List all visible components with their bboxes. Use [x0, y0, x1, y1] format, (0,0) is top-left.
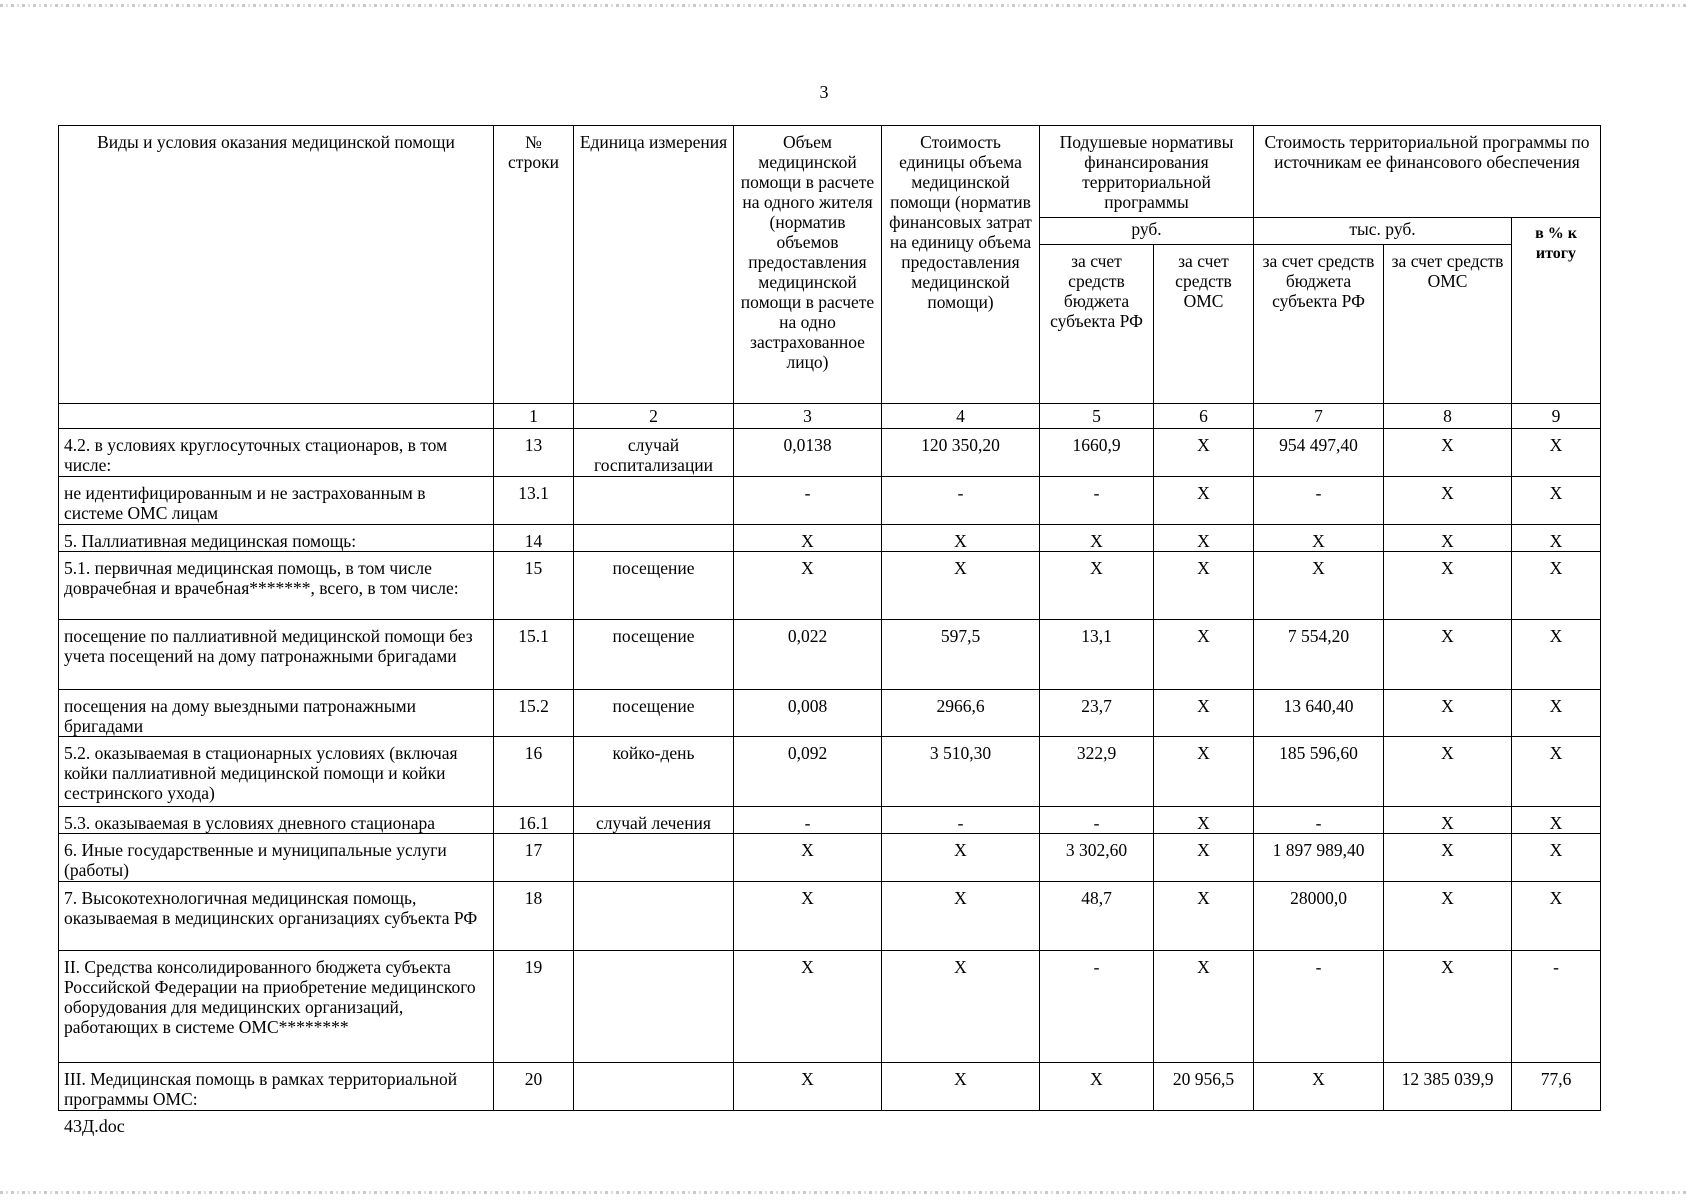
column-number [59, 404, 494, 429]
row-line: 16.1 [494, 807, 574, 834]
row-unit: случай лечения [574, 807, 734, 834]
row-unit: посещение [574, 552, 734, 620]
table-row [59, 552, 1601, 620]
row-cost: Х [882, 834, 1040, 882]
column-number: 3 [734, 404, 882, 429]
row-percent: 77,6 [1512, 1063, 1601, 1111]
header-percent-of-total: в % к итогу [1512, 218, 1601, 404]
row-pc-oms: Х [1154, 620, 1254, 690]
row-cost: Х [882, 525, 1040, 552]
row-unit: койко-день [574, 737, 734, 807]
row-tp-oms: Х [1384, 525, 1512, 552]
row-tp-budget: Х [1254, 552, 1384, 620]
row-pc-oms: Х [1154, 525, 1254, 552]
row-percent: Х [1512, 620, 1601, 690]
row-pc-oms: Х [1154, 690, 1254, 737]
row-tp-oms: Х [1384, 477, 1512, 525]
row-unit [574, 1063, 734, 1111]
row-tp-oms: 12 385 039,9 [1384, 1063, 1512, 1111]
row-tp-budget: - [1254, 951, 1384, 1063]
row-volume: Х [734, 1063, 882, 1111]
row-pc-budget: Х [1040, 552, 1154, 620]
table-row [59, 477, 1601, 525]
row-unit [574, 951, 734, 1063]
row-pc-budget: 3 302,60 [1040, 834, 1154, 882]
row-pc-oms: Х [1154, 477, 1254, 525]
row-pc-budget: - [1040, 951, 1154, 1063]
row-pc-budget: 322,9 [1040, 737, 1154, 807]
header-program-cost-group: Стоимость территориальной программы по источникам ее финансового обеспечения [1254, 126, 1601, 218]
row-line: 13.1 [494, 477, 574, 525]
row-pc-budget: Х [1040, 525, 1154, 552]
row-pc-oms: Х [1154, 951, 1254, 1063]
table-row [59, 429, 1601, 477]
row-tp-oms: Х [1384, 620, 1512, 690]
row-pc-oms: Х [1154, 429, 1254, 477]
row-percent: Х [1512, 737, 1601, 807]
header-tp-oms: за счет средств ОМС [1384, 245, 1512, 404]
row-volume: 0,022 [734, 620, 882, 690]
table-row [59, 620, 1601, 690]
row-cost: Х [882, 1063, 1040, 1111]
row-pc-budget: Х [1040, 1063, 1154, 1111]
row-tp-oms: Х [1384, 737, 1512, 807]
row-name: посещения на дому выездными патронажными бригадами [59, 690, 494, 737]
row-name: 5.1. первичная медицинская помощь, в том числе доврачебная и врачебная*******, всего, в том числе: [59, 552, 494, 620]
row-pc-oms: Х [1154, 552, 1254, 620]
row-name: 5.2. оказываемая в стационарных условиях (включая койки паллиативной медицинской помощи и койки сестринского ухода) [59, 737, 494, 807]
row-tp-budget: - [1254, 807, 1384, 834]
row-volume: Х [734, 882, 882, 951]
row-unit [574, 882, 734, 951]
row-volume: 0,008 [734, 690, 882, 737]
column-number: 2 [574, 404, 734, 429]
row-percent: Х [1512, 552, 1601, 620]
row-tp-budget: 954 497,40 [1254, 429, 1384, 477]
page-number: 3 [819, 82, 829, 102]
header-types-of-care: Виды и условия оказания медицинской помощи [59, 126, 494, 404]
row-name: III. Медицинская помощь в рамках территориальной программы ОМС: [59, 1063, 494, 1111]
row-line: 19 [494, 951, 574, 1063]
row-unit: посещение [574, 690, 734, 737]
column-number: 4 [882, 404, 1040, 429]
row-pc-oms: 20 956,5 [1154, 1063, 1254, 1111]
row-name: не идентифицированным и не застрахованным в системе ОМС лицам [59, 477, 494, 525]
row-line: 15.1 [494, 620, 574, 690]
row-line: 14 [494, 525, 574, 552]
row-tp-budget: - [1254, 477, 1384, 525]
scan-edge-top [0, 4, 1686, 7]
row-tp-oms: Х [1384, 882, 1512, 951]
row-percent: Х [1512, 525, 1601, 552]
header-per-capita-group: Подушевые нормативы финансирования территориальной программы [1040, 126, 1254, 218]
row-line: 15.2 [494, 690, 574, 737]
row-volume: - [734, 807, 882, 834]
row-line: 18 [494, 882, 574, 951]
row-cost: Х [882, 951, 1040, 1063]
row-percent: Х [1512, 690, 1601, 737]
column-number: 1 [494, 404, 574, 429]
header-unit-rub: руб. [1040, 218, 1254, 245]
row-percent: - [1512, 951, 1601, 1063]
header-tp-budget: за счет средств бюджета субъекта РФ [1254, 245, 1384, 404]
header-unit: Единица измерения [574, 126, 734, 404]
row-unit: случай госпитализации [574, 429, 734, 477]
row-pc-budget: - [1040, 807, 1154, 834]
table-row [59, 1063, 1601, 1111]
row-line: 17 [494, 834, 574, 882]
row-volume: 0,092 [734, 737, 882, 807]
row-tp-budget: Х [1254, 525, 1384, 552]
row-tp-oms: Х [1384, 834, 1512, 882]
row-tp-oms: Х [1384, 429, 1512, 477]
row-percent: Х [1512, 477, 1601, 525]
row-cost: Х [882, 552, 1040, 620]
row-tp-oms: Х [1384, 552, 1512, 620]
row-volume: Х [734, 552, 882, 620]
row-cost: 3 510,30 [882, 737, 1040, 807]
row-volume: Х [734, 951, 882, 1063]
row-name: 5. Паллиативная медицинская помощь: [59, 525, 494, 552]
row-percent: Х [1512, 882, 1601, 951]
row-unit [574, 834, 734, 882]
table-row [59, 690, 1601, 737]
row-percent: Х [1512, 834, 1601, 882]
row-name: 6. Иные государственные и муниципальные услуги (работы) [59, 834, 494, 882]
row-name: 5.3. оказываемая в условиях дневного стационара [59, 807, 494, 834]
scan-edge-bottom [0, 1191, 1686, 1194]
row-cost: 597,5 [882, 620, 1040, 690]
row-tp-budget: 1 897 989,40 [1254, 834, 1384, 882]
table-row [59, 951, 1601, 1063]
row-pc-budget: - [1040, 477, 1154, 525]
financing-table [58, 125, 1601, 1111]
header-volume: Объем медицинской помощи в расчете на одного жителя (норматив объемов предоставления медицинской помощи в расчете на одно застрахованное лицо) [734, 126, 882, 404]
table-row [59, 834, 1601, 882]
row-unit: посещение [574, 620, 734, 690]
row-line: 13 [494, 429, 574, 477]
row-pc-budget: 48,7 [1040, 882, 1154, 951]
row-cost: Х [882, 882, 1040, 951]
row-pc-budget: 23,7 [1040, 690, 1154, 737]
row-unit [574, 525, 734, 552]
row-pc-budget: 1660,9 [1040, 429, 1154, 477]
table-row [59, 807, 1601, 834]
header-pc-budget: за счет средств бюджета субъекта РФ [1040, 245, 1154, 404]
row-name: 7. Высокотехнологичная медицинская помощь, оказываемая в медицинских организациях субъекта РФ [59, 882, 494, 951]
header-pc-oms: за счет средств ОМС [1154, 245, 1254, 404]
row-tp-oms: Х [1384, 690, 1512, 737]
header-unit-thousand-rub: тыс. руб. [1254, 218, 1512, 245]
row-volume: 0,0138 [734, 429, 882, 477]
row-line: 20 [494, 1063, 574, 1111]
table-row [59, 737, 1601, 807]
row-name: II. Средства консолидированного бюджета субъекта Российской Федерации на приобретение медицинского оборудования для медицинских организаций, работающих в системе ОМС******** [59, 951, 494, 1063]
column-numbers-row [59, 404, 1601, 429]
row-volume: Х [734, 834, 882, 882]
row-tp-budget: 13 640,40 [1254, 690, 1384, 737]
row-tp-oms: Х [1384, 951, 1512, 1063]
column-number: 7 [1254, 404, 1384, 429]
table-row [59, 882, 1601, 951]
table-row [59, 525, 1601, 552]
column-number: 5 [1040, 404, 1154, 429]
row-cost: - [882, 807, 1040, 834]
footer-file-name: 43Д.doc [64, 1116, 125, 1136]
column-number: 6 [1154, 404, 1254, 429]
row-tp-budget: 28000,0 [1254, 882, 1384, 951]
row-name: посещение по паллиативной медицинской помощи без учета посещений на дому патронажными бригадами [59, 620, 494, 690]
row-tp-budget: 7 554,20 [1254, 620, 1384, 690]
row-pc-oms: Х [1154, 737, 1254, 807]
row-pc-oms: Х [1154, 807, 1254, 834]
row-cost: 2966,6 [882, 690, 1040, 737]
row-percent: Х [1512, 807, 1601, 834]
row-pc-oms: Х [1154, 882, 1254, 951]
row-tp-oms: Х [1384, 807, 1512, 834]
row-pc-oms: Х [1154, 834, 1254, 882]
row-name: 4.2. в условиях круглосуточных стационаров, в том числе: [59, 429, 494, 477]
row-unit [574, 477, 734, 525]
row-line: 16 [494, 737, 574, 807]
row-pc-budget: 13,1 [1040, 620, 1154, 690]
row-tp-budget: Х [1254, 1063, 1384, 1111]
row-cost: 120 350,20 [882, 429, 1040, 477]
row-percent: Х [1512, 429, 1601, 477]
row-volume: - [734, 477, 882, 525]
row-line: 15 [494, 552, 574, 620]
row-volume: Х [734, 525, 882, 552]
header-unit-cost: Стоимость единицы объема медицинской помощи (норматив финансовых затрат на единицу объема предоставления медицинской помощи) [882, 126, 1040, 404]
column-number: 9 [1512, 404, 1601, 429]
header-line-number: № строки [494, 126, 574, 404]
row-tp-budget: 185 596,60 [1254, 737, 1384, 807]
column-number: 8 [1384, 404, 1512, 429]
row-cost: - [882, 477, 1040, 525]
